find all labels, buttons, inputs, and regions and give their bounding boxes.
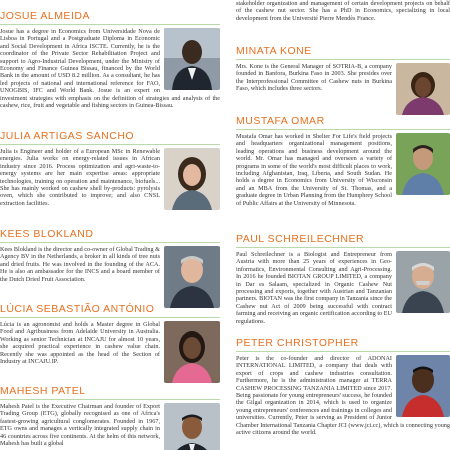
profile-bio: Paul Schreilechner is a Biologist and Entrepreneur from Austria with more than 25 years of experiences in Geo-informatics, Environmental Consulting and Agri-Processing. In 2016 he founded BIOTAN GROUP LIMITED, a company in Dar es Salaam, specialized in Organic Cashew Nut processing and exports, together with Austrian and Tanzanian partners. BIOTAN was the first company in Tanzania since the Cashew nut Act of 2009 being successful with contract farming and receiving an organic certification according to EU regulations.: [236, 251, 392, 325]
profile-continued: [236, 0, 450, 22]
portrait-photo: [164, 28, 220, 90]
profile-bio: Mahesh Patel is the Executive Chairman and founder of Export Trading Group (ETG), globally recognised as one of Africa's fastest-growing agricultural conglomerates. Founded in 1967, ETG owns and manages a vertically integrated supply chain in 46 countries across five continents. At the helm of this network, Mahesh has built a global: [0, 403, 160, 448]
profile-name: LÚCIA SEBASTIÃO ANTÓNIO: [0, 303, 220, 318]
profile-peter-christopher: [236, 337, 450, 436]
profile-bio: Mrs. Kone is the General Manager of SOTRIA-B, a company founded in Banfora, Burkina Faso in 2003. She presides over the Interprofessional Committee of Cashew nuts in Burkina Faso, which includes three sectors.: [236, 63, 392, 93]
profile-name: MINATA KONE: [236, 45, 450, 60]
profile-name: MUSTAFA OMAR: [236, 115, 450, 130]
profile-name: JULIA ARTIGAS SANCHO: [0, 130, 220, 145]
profile-minata-kone: [236, 45, 450, 117]
profile-bio: stakeholder organization and management of certain development projects on behalf of the cashew nut sector. She has a PhD in Economics, specializing in local development from the Université Pierre Mendès France.: [236, 0, 450, 22]
portrait-photo: [396, 133, 450, 195]
profile-josue-almeida: [0, 10, 220, 109]
profile-paul-schreilechner: [236, 233, 450, 325]
portrait-photo: [164, 321, 220, 383]
portrait-photo: [396, 63, 450, 115]
profile-bio: Lúcia is an agronomist and holds a Master degree in Global Food and Agribusiness from Adelaide University in Australia. Working as senior Technician at INCAJU for almost 10 years, she acquired practical experience in cashew value chain. Recently she was appointed as the head of the Section of Industry at INCAJU.IP.: [0, 321, 160, 366]
profile-name: PAUL SCHREILECHNER: [236, 233, 450, 248]
profile-mahesh-patel: [0, 385, 220, 450]
profile-bio: Julia is Engineer and holder of a European MSc in Renewable energies. Julia works on energy-related issues in African industry since 2016. Process optimization and agri-waste-to-energy systems are her main expertise areas: appropriate technologies, training on operation and maintenance, biofuels... She has mainly worked on cashew shell by-products: pyrolysis oven, which she contributed to improve; and also CNSL extraction facilities.: [0, 148, 160, 207]
portrait-photo: [396, 251, 450, 313]
profile-bio: Peter is the co-founder and director of ADONAI INTERNATIONAL LIMITED, a company that deals with export of crops and cashew industries consultation. Furthermore, he is the administration manager at TERRA CASHEW PROCESSING TANZANIA LIMITED since 2017. Being passionate for young entrepreneurs' success, he founded the Gilgal organization in 2014, which is used to organize young entrepreneurs' conferences and trainings in colleges and universities. Currently, Peter is serving as President of Junior Chamber International Tanzania Chapter JCI (www.jci.cc), which is connecting young active citizens around the world.: [236, 355, 450, 437]
portrait-photo: [396, 355, 450, 417]
portrait-photo: [164, 148, 220, 210]
profile-julia-artigas-sancho: [0, 130, 220, 212]
portrait-photo: [164, 246, 220, 308]
profile-kees-blokland: [0, 228, 220, 310]
profile-bio: Kees Blokland is the director and co-owner of Global Trading & Agency BV in the Netherlands, a broker in all kinds of tree nuts and dried fruits. He was involved in the founding of the ACA. He is also an ambassador for the INCS and a board member of the Dutch Dried Fruit Association.: [0, 246, 160, 283]
profile-name: JOSUE ALMEIDA: [0, 10, 220, 25]
portrait-photo: [164, 403, 220, 450]
profile-mustafa-omar: [236, 115, 450, 207]
profile-name: MAHESH PATEL: [0, 385, 220, 400]
profile-lucia-sebastiao-antonio: [0, 303, 220, 385]
profile-name: KEES BLOKLAND: [0, 228, 220, 243]
profile-bio: Josue has a degree in Economics from Universidade Nova de Lisboa in Portugal and a Postgraduate Diploma in Economic and Social Development in Africa ISCTE. Currently, he is the coordinator of the Private Sector Rehabilitation Project and support to Agro-Industrial Development, under the Ministry of Economy and Finance Guinea Bissau, financed by the World Bank in the amount of USD 8.2 million. As a consultant, he has led projects of national and international reference for FAO, UNOGBIS, IFC and World Bank. Josue is an expert on investment strategies with emphasis on the definition of strategies and analysis of the cashew, rice, fruit and vegetable and fishing sectors in Guinea-Bissau.: [0, 28, 220, 110]
profile-bio: Mustafa Omar has worked in Shelter For Life's field projects and headquarters organizational management positions, leading operations and business development around the world. Mr. Omar has managed and overseen a variety of programs in some of the world's most difficult places to work, including Afghanistan, Iraq, Liberia, and South Sudan. He holds a degree in Economics from University of Wisconsin and an MBA from the University of St. Thomas, and a graduate degree in Urban Planning from the Humphrey School of Public Affairs at the University of Minnesota.: [236, 133, 392, 207]
profile-name: PETER CHRISTOPHER: [236, 337, 450, 352]
